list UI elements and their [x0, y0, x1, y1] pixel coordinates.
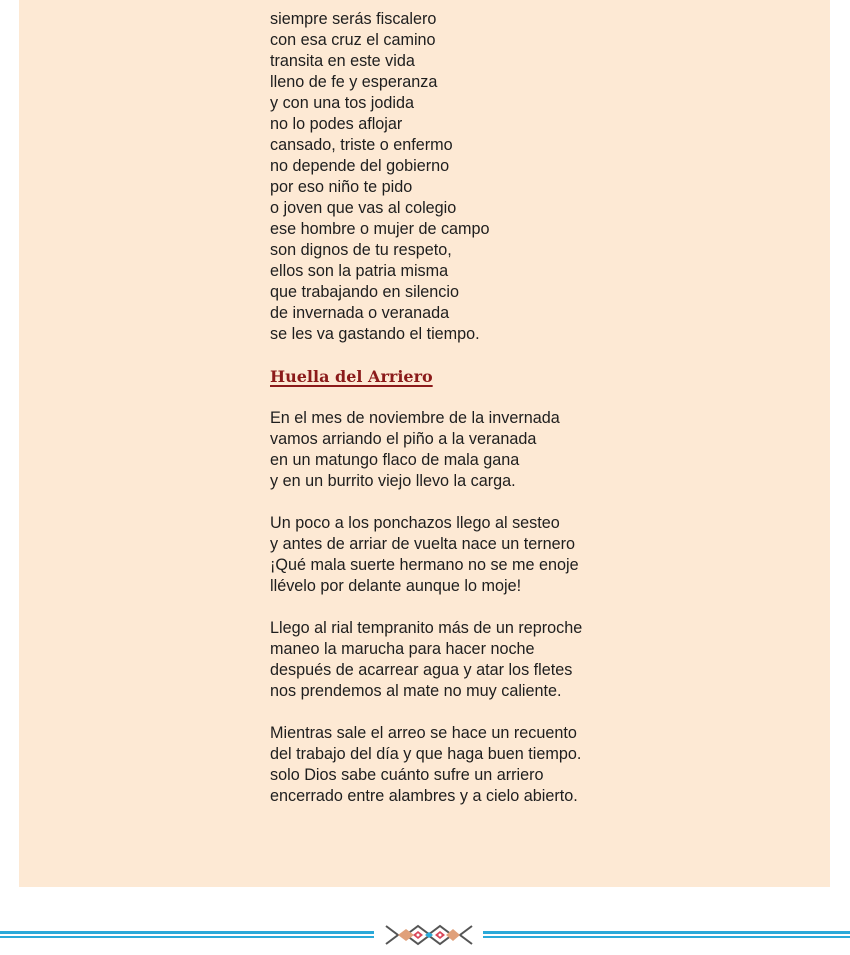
- poem-line: por eso niño te pido: [270, 178, 413, 196]
- poem-line: solo Dios sabe cuánto sufre un arriero: [270, 766, 544, 784]
- poem-line: de invernada o veranada: [270, 304, 450, 322]
- poem-line: maneo la marucha para hacer noche: [270, 640, 535, 658]
- poem-line: encerrado entre alambres y a cielo abierto.: [270, 787, 578, 805]
- poem-line: lleno de fe y esperanza: [270, 73, 438, 91]
- poem-line: después de acarrear agua y atar los fletes: [270, 661, 573, 679]
- poem-line: y antes de arriar de vuelta nace un ternero: [270, 535, 576, 553]
- poem-line: llévelo por delante aunque lo moje!: [270, 577, 522, 595]
- poem-2-stanza-4: [270, 723, 790, 807]
- poem-line: Un poco a los ponchazos llego al sesteo: [270, 514, 560, 532]
- poem-2-stanza-3: [270, 618, 790, 702]
- poem-line: son dignos de tu respeto,: [270, 241, 452, 259]
- poem-line: se les va gastando el tiempo.: [270, 325, 480, 343]
- poem-line: siempre serás fiscalero: [270, 10, 437, 28]
- poem-line: en un matungo flaco de mala gana: [270, 451, 520, 469]
- poem-line: del trabajo del día y que haga buen tiempo.: [270, 745, 582, 763]
- poem-line: ellos son la patria misma: [270, 262, 449, 280]
- poem-line: y en un burrito viejo llevo la carga.: [270, 472, 516, 490]
- rule-band: [0, 931, 374, 934]
- poem-line: Mientras sale el arreo se hace un recuento: [270, 724, 577, 742]
- rule-band: [483, 936, 850, 938]
- poem-2-stanza-2: [270, 513, 790, 597]
- poem-2-stanza-1: [270, 408, 790, 492]
- text-column: [270, 9, 790, 807]
- poem-line: vamos arriando el piño a la veranada: [270, 430, 537, 448]
- poem-line: no lo podes aflojar: [270, 115, 403, 133]
- diamond-weave-ornament-icon: [384, 924, 474, 946]
- poem-line: o joven que vas al colegio: [270, 199, 457, 217]
- poem-line: transita en este vida: [270, 52, 415, 70]
- poem-line: En el mes de noviembre de la invernada: [270, 409, 560, 427]
- rule-band: [483, 931, 850, 934]
- poem-title: Huella del Arriero: [270, 367, 433, 386]
- rule-band: [0, 936, 374, 938]
- poem-line: no depende del gobierno: [270, 157, 450, 175]
- poem-line: ese hombre o mujer de campo: [270, 220, 490, 238]
- footer-rule-right: [483, 928, 850, 942]
- poem-line: que trabajando en silencio: [270, 283, 459, 301]
- poem-1-stanza: [270, 9, 790, 345]
- poem-line: con esa cruz el camino: [270, 31, 436, 49]
- poem-line: nos prendemos al mate no muy caliente.: [270, 682, 562, 700]
- footer-rule-left: [0, 928, 374, 942]
- poem-line: ¡Qué mala suerte hermano no se me enoje: [270, 556, 579, 574]
- poem-line: y con una tos jodida: [270, 94, 414, 112]
- poem-line: cansado, triste o enfermo: [270, 136, 453, 154]
- poem-line: Llego al rial tempranito más de un reproche: [270, 619, 583, 637]
